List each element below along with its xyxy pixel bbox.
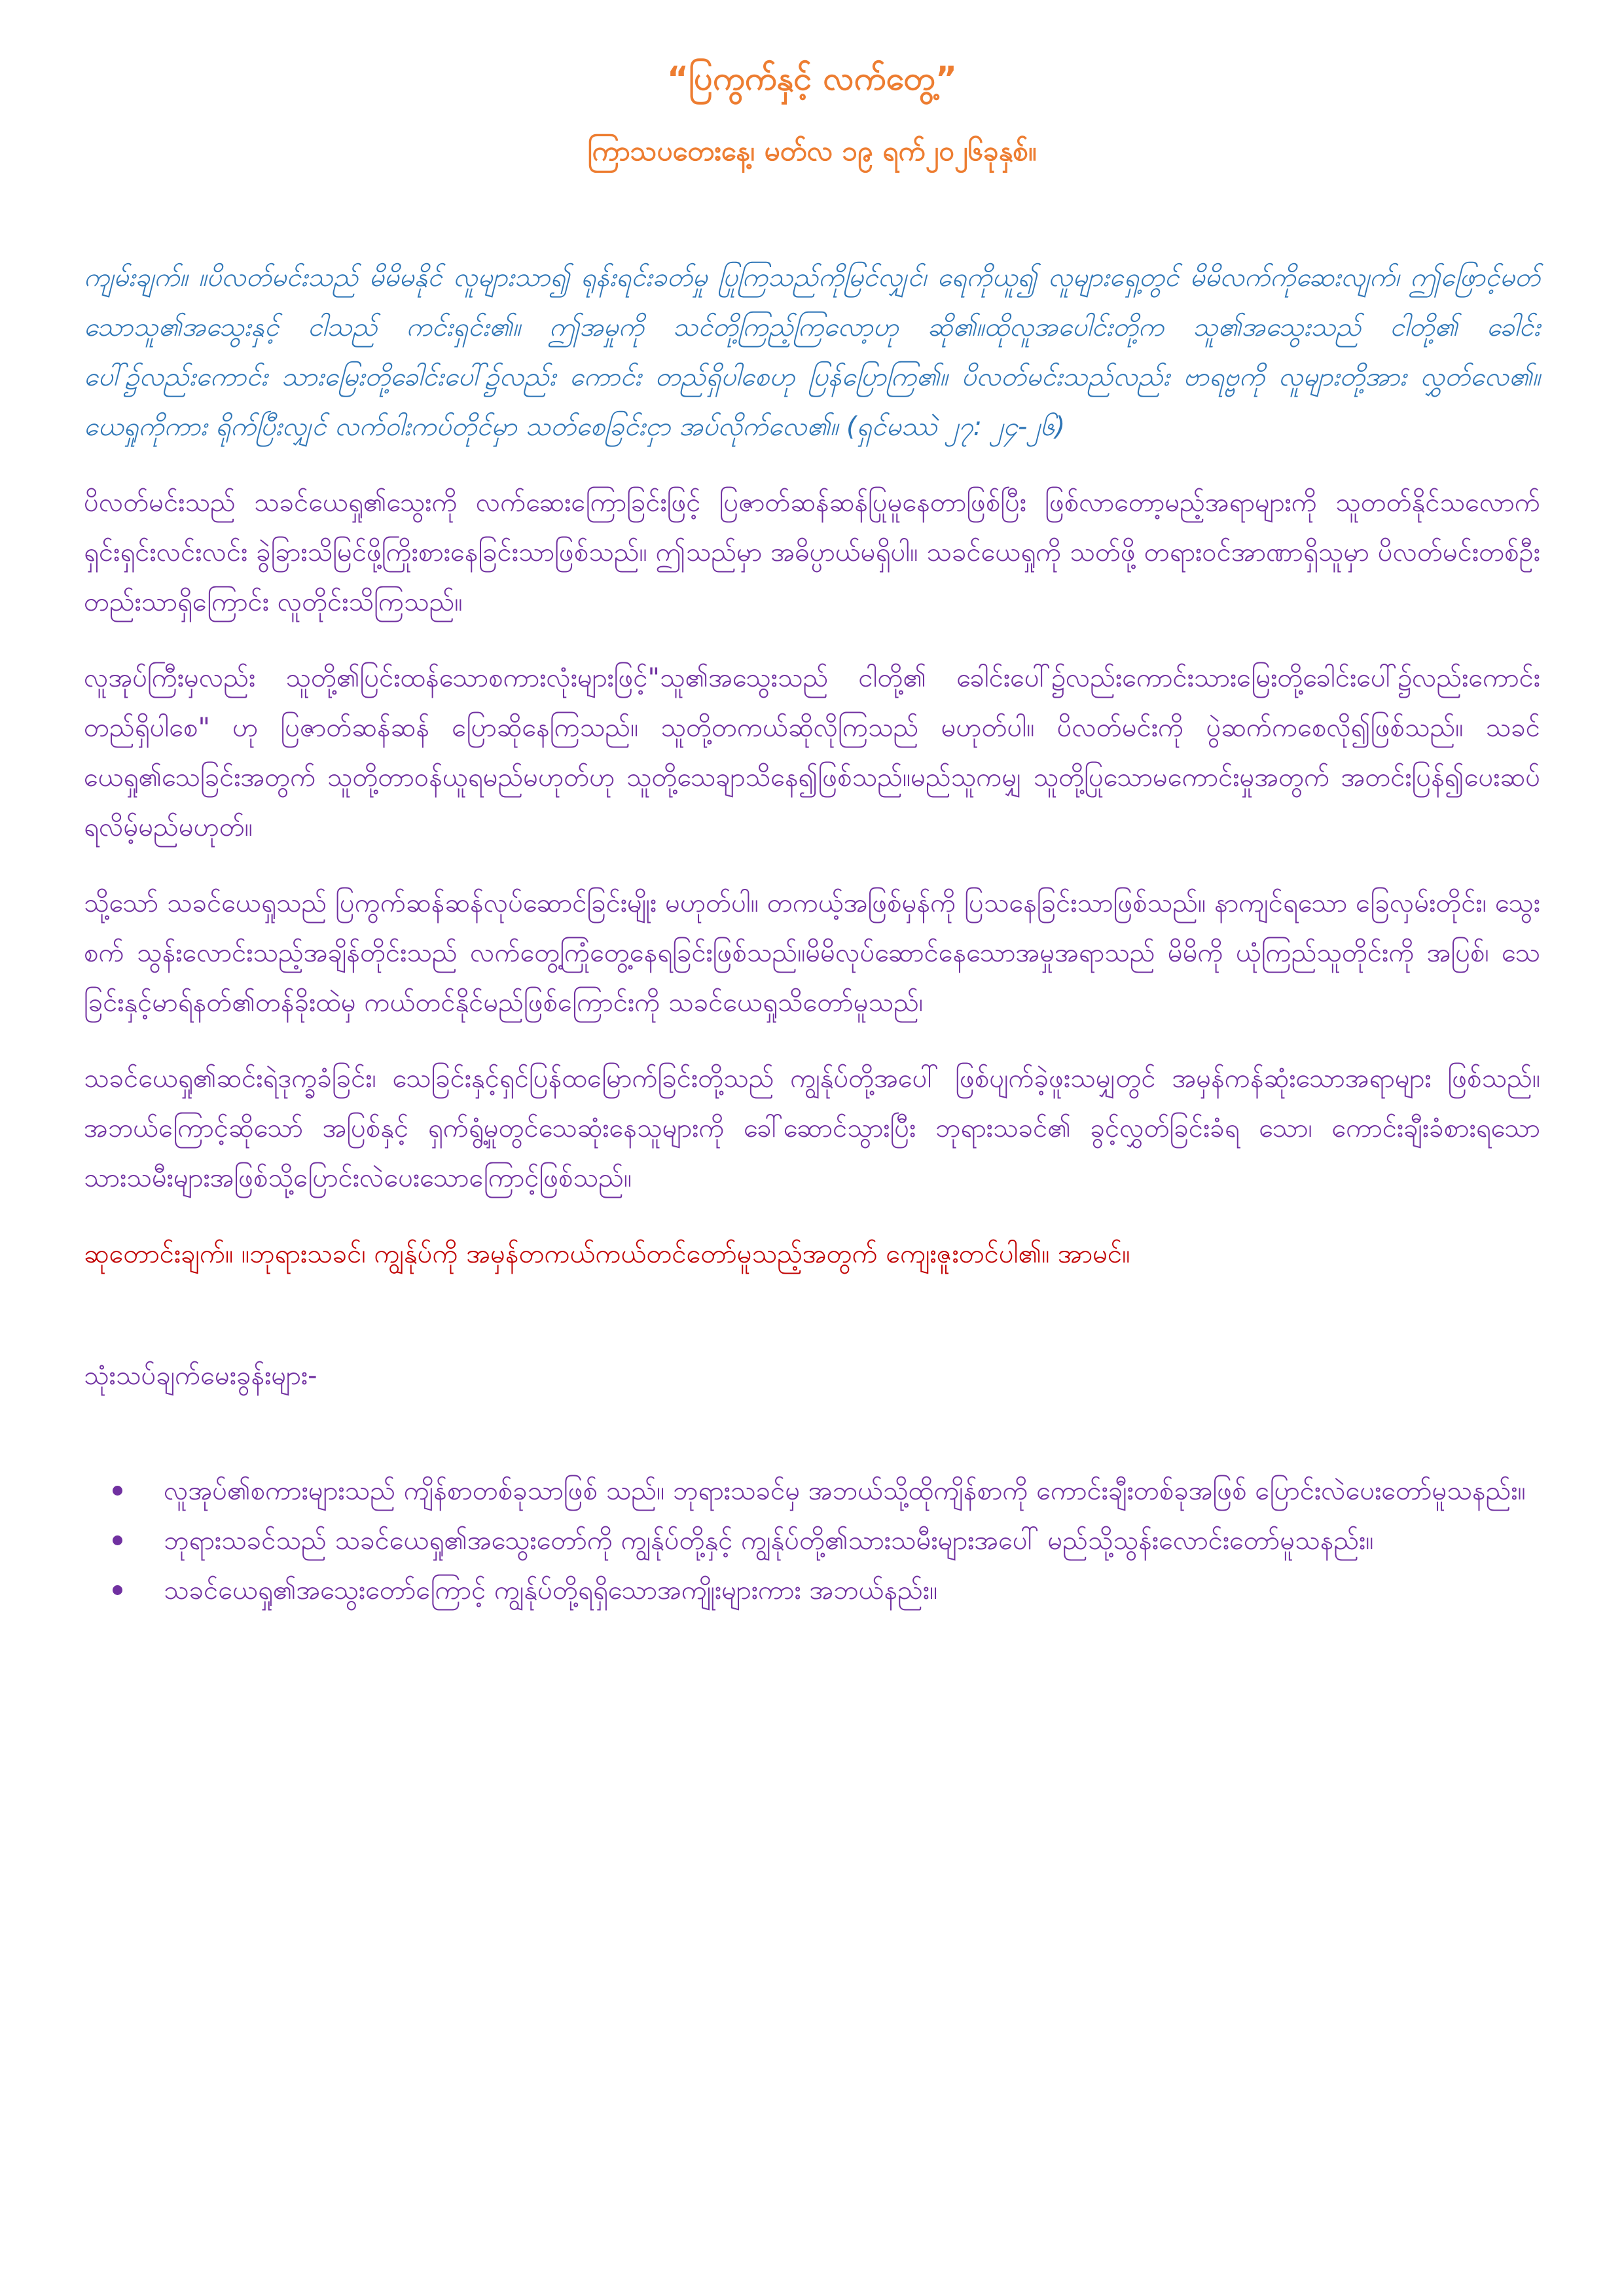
devotional-date: ကြာသပတေးနေ့၊ မတ်လ ၁၉ ရက်၂၀၂၆ခုနှစ်။ <box>587 135 1037 167</box>
body-paragraph-2: လူအုပ်ကြီးမှလည်း သူတို့၏ပြင်းထန်သောစကားလုံးများဖြင့်"သူ၏အသွေးသည် ငါတို့၏ ခေါင်းပေါ်၌လည်းကောင်းသားမြေးတို့ခေါင်းပေါ်၌လည်းကောင်းတည်ရှိပါစေ" ဟု ပြဇာတ်ဆန်ဆန် ပြောဆိုနေကြသည်။ သူတို့တကယ်ဆိုလိုကြသည် မဟုတ်ပါ။ ပိလတ်မင်းကို ပွဲဆက်ကစေလို၍ဖြစ်သည်။ သခင်ယေရှု၏သေခြင်းအတွက် သူတို့တာဝန်ယူရမည်မဟုတ်ဟု သူတို့သေချာသိနေ၍ဖြစ်သည်။မည်သူကမျှ သူတို့ပြုသောမကောင်းမှုအတွက် အတင်းပြန်၍ပေးဆပ်ရလိမ့်မည်မဟုတ်။ <box>84 663 1540 842</box>
question-item <box>164 1566 1540 1615</box>
question-text: လူအုပ်၏စကားများသည် ကျိန်စာတစ်ခုသာဖြစ် သည်။ ဘုရားသခင်မှ အဘယ်သို့ထိုကျိန်စာကို ကောင်းချီးတစ်ခုအဖြစ် ပြောင်းလဲပေးတော်မူသနည်း။ <box>164 1476 1526 1506</box>
body-paragraph-1: ပိလတ်မင်းသည် သခင်ယေရှု၏သွေးကို လက်ဆေးကြောခြင်းဖြင့် ပြဇာတ်ဆန်ဆန်ပြုမူနေတာဖြစ်ပြီး ဖြစ်လာတော့မည့်အရာများကို သူတတ်နိုင်သလောက် ရှင်းရှင်းလင်းလင်း ခွဲခြားသိမြင်ဖို့ကြိုးစားနေခြင်းသာဖြစ်သည်။ ဤသည်မှာ အဓိပ္ပာယ်မရှိပါ။ သခင်ယေရှုကို သတ်ဖို့ တရားဝင်အာဏာရှိသူမှာ ပိလတ်မင်းတစ်ဦးတည်းသာရှိကြောင်း လူတိုင်းသိကြသည်။ <box>84 488 1540 617</box>
question-item <box>164 1466 1540 1516</box>
questions-heading: သုံးသပ်ချက်မေးခွန်းများ- <box>84 1361 317 1391</box>
bullet-dot-icon <box>113 1486 122 1496</box>
devotional-page <box>84 52 1540 1615</box>
question-text: သခင်ယေရှု၏အသွေးတော်ကြောင့် ကျွန်ုပ်တို့ရရှိသောအကျိုးများကား အဘယ်နည်း။ <box>164 1575 938 1605</box>
question-text: ဘုရားသခင်သည် သခင်ယေရှု၏အသွေးတော်ကို ကျွန်ုပ်တို့နှင့် ကျွန်ုပ်တို့၏သားသမီးများအပေါ် မည်သို့သွန်းလောင်းတော်မူသနည်း။ <box>164 1526 1374 1556</box>
bullet-dot-icon <box>113 1535 122 1545</box>
prayer-text: ဆုတောင်းချက်။ ။ဘုရားသခင်၊ ကျွန်ုပ်ကို အမှန်တကယ်ကယ်တင်တော်မူသည့်အတွက် ကျေးဇူးတင်ပါ၏။ အာမင်။ <box>84 1239 1130 1269</box>
body-paragraph-4: သခင်ယေရှု၏ဆင်းရဲဒုက္ခခံခြင်း၊ သေခြင်းနှင့်ရှင်ပြန်ထမြောက်ခြင်းတို့သည် ကျွန်ုပ်တို့အပေါ် ဖြစ်ပျက်ခဲ့ဖူးသမျှတွင် အမှန်ကန်ဆုံးသောအရာများ ဖြစ်သည်။ အဘယ်ကြောင့်ဆိုသော် အပြစ်နှင့် ရှက်ရွံ့မှုတွင်သေဆုံးနေသူများကို ခေါ်ဆောင်သွားပြီး ဘုရားသခင်၏ ခွင့်လွှတ်ခြင်းခံရ သော၊ ကောင်းချီးခံစားရသော သားသမီးများအဖြစ်သို့ပြောင်းလဲပေးသောကြောင့်ဖြစ်သည်။ <box>84 1064 1540 1193</box>
bullet-dot-icon <box>113 1585 122 1595</box>
body-paragraph-3: သို့သော် သခင်ယေရှုသည် ပြကွက်ဆန်ဆန်လုပ်ဆောင်ခြင်းမျိုး မဟုတ်ပါ။ တကယ့်အဖြစ်မှန်ကို ပြသနေခြင်းသာဖြစ်သည်။ နာကျင်ရသော ခြေလှမ်းတိုင်း၊ သွေးစက် သွန်းလောင်းသည့်အချိန်တိုင်းသည် လက်တွေ့ကြုံတွေ့နေရခြင်းဖြစ်သည်။မိမိလုပ်ဆောင်နေသောအမှုအရာသည် မိမိကို ယုံကြည်သူတိုင်းကို အပြစ်၊ သေခြင်းနှင့်မာရ်နတ်၏တန်ခိုးထဲမှ ကယ်တင်နိုင်မည်ဖြစ်ကြောင်းကို သခင်ယေရှုသိတော်မူသည်၊ <box>84 888 1540 1018</box>
question-item <box>164 1516 1540 1566</box>
devotional-title: “ပြကွက်နှင့် လက်တွေ့” <box>666 60 958 98</box>
questions-list <box>84 1466 1540 1615</box>
scripture-passage: ကျမ်းချက်။ ။ပိလတ်မင်းသည် မိမိမနိုင် လူများသာ၍ ရုန်းရင်းခတ်မှု ပြုကြသည်ကိုမြင်လျှင်၊ ရေကိုယူ၍ လူများရှေ့တွင် မိမိလက်ကိုဆေးလျက်၊ ဤဖြောင့်မတ်သောသူ၏အသွေးနှင့် ငါသည် ကင်းရှင်း၏။ ဤအမှုကို သင်တို့ကြည့်ကြလော့ဟု ဆို၏။ထိုလူအပေါင်းတို့က သူ၏အသွေးသည် ငါတို့၏ ခေါင်းပေါ်၌လည်းကောင်း သားမြေးတို့ခေါင်းပေါ်၌လည်း ကောင်း တည်ရှိပါစေဟု ပြန်ပြောကြ၏။ ပိလတ်မင်းသည်လည်း ဗာရဗ္ဗကို လူများတို့အား လွှတ်လေ၏။ ယေရှုကိုကား ရိုက်ပြီးလျှင် လက်ဝါးကပ်တိုင်မှာ သတ်စေခြင်းငှာ အပ်လိုက်လေ၏။ (ရှင်မဿဲ ၂၇: ၂၄-၂၆) <box>84 262 1540 442</box>
